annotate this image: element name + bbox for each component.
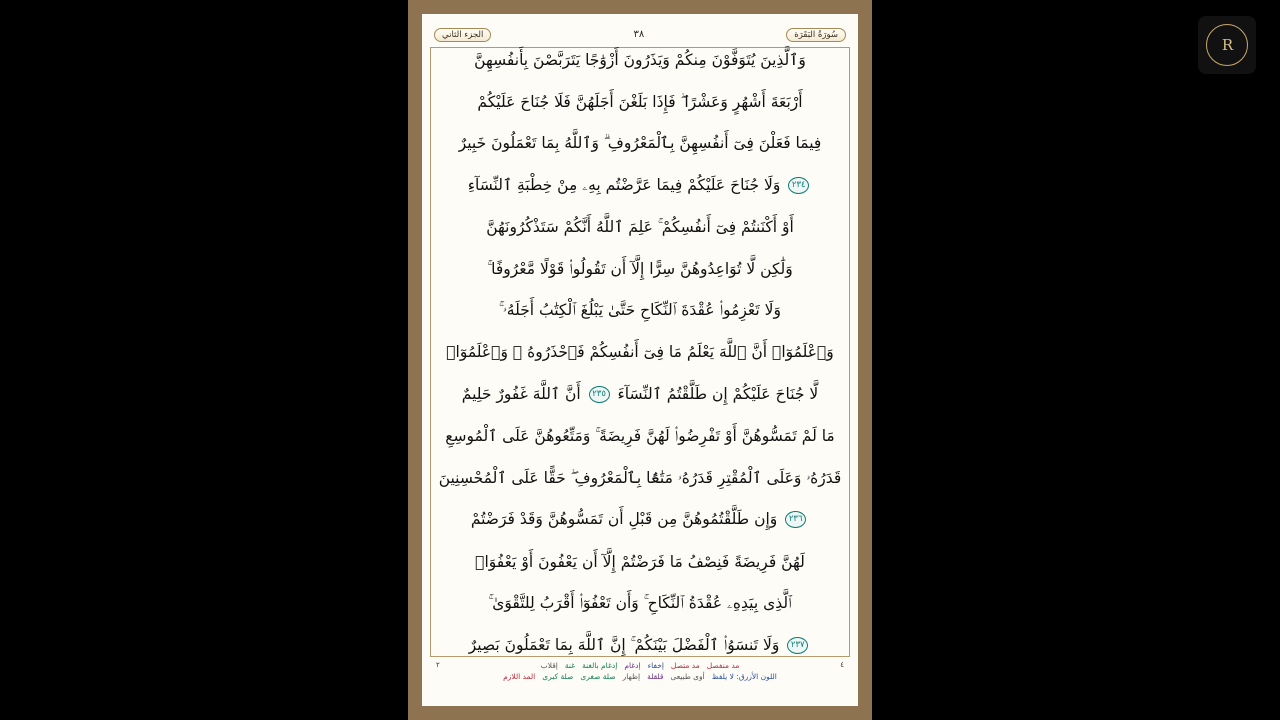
quran-line-text: وَلَا تَعْزِمُوا۟ عُقْدَةَ ٱلنِّكَاحِ حَتَّىٰ يَبْلُغَ ٱلْكِتَٰبُ أَجَلَهُۥ ۚ xyxy=(499,301,781,320)
legend-item: أوى طبيعى xyxy=(670,672,705,682)
tajweed-legend-row-2 xyxy=(436,671,844,682)
legend-item: مد منفصل xyxy=(706,661,740,670)
legend-item: إدغام بالغنة xyxy=(582,661,618,670)
quran-line xyxy=(434,135,846,151)
quran-line-text: وَٱلَّذِينَ يُتَوَفَّوْنَ مِنكُمْ وَيَذَرُونَ أَزْوَٰجًا يَتَرَبَّصْنَ بِأَنفُسِهِنَّ xyxy=(474,51,806,69)
quran-line xyxy=(434,595,846,611)
footer-mark-right: ٤ xyxy=(840,661,844,669)
surah-name-cartouche: سُورَةُ البَقَرَة xyxy=(786,28,846,42)
quran-line-text: ٱلَّذِى بِيَدِهِۦ عُقْدَةُ ٱلنِّكَاحِ ۚ وَأَن تَعْفُوٓا۟ أَقْرَبُ لِلتَّقْوَىٰ ۚ xyxy=(488,594,792,613)
quran-line-text: وَلَا جُنَاحَ عَلَيْكُمْ فِيمَا عَرَّضْتُم بِهِۦ مِنْ خِطْبَةِ ٱلنِّسَآءِ xyxy=(467,175,781,194)
quran-line-text: قَدَرُهُۥ وَعَلَى ٱلْمُقْتِرِ قَدَرُهُۥ مَتَٰعًۢا بِٱلْمَعْرُوفِ ۖ حَقًّا عَلَى ٱلْمُحْسِنِينَ xyxy=(438,468,842,487)
quran-line xyxy=(434,52,846,68)
quran-line xyxy=(434,344,846,360)
legend-item: صلة صغرى xyxy=(580,672,616,682)
page-header xyxy=(430,22,850,48)
ayah-number-marker: ٢٣٤ xyxy=(788,177,809,194)
legend-item: اللون الأزرق: لا يلفظ xyxy=(711,672,777,682)
quran-text-block xyxy=(434,52,846,654)
ayah-number-marker: ٢٣٦ xyxy=(785,511,806,528)
quran-line xyxy=(434,470,846,486)
legend-item: صلة كبرى xyxy=(542,672,574,682)
footer-mark-left: ٢ xyxy=(436,661,440,669)
quran-line xyxy=(434,261,846,277)
quran-line-text: أَنَّ ٱللَّهَ غَفُورٌ حَلِيمٌ xyxy=(461,384,581,403)
mushaf-page xyxy=(408,0,872,720)
quran-line xyxy=(434,219,846,235)
page-number: ٣٨ xyxy=(633,29,645,40)
quran-line xyxy=(434,302,846,318)
ayah-number-marker: ٢٣٥ xyxy=(589,386,610,403)
legend-item: إخفاء xyxy=(647,661,664,670)
quran-line-text-after: لَّا جُنَاحَ عَلَيْكُمْ إِن طَلَّقْتُمُ ٱلنِّسَآءَ xyxy=(617,384,819,403)
legend-item: إظهار xyxy=(622,672,641,682)
quran-line xyxy=(434,511,846,528)
quran-line xyxy=(434,554,846,570)
legend-item: إدغام xyxy=(624,661,641,670)
legend-item: المد اللازم xyxy=(503,672,536,682)
quran-line xyxy=(434,428,846,444)
legend-item: إقلاب xyxy=(540,661,558,670)
tajweed-legend-row-1 xyxy=(436,660,844,671)
tajweed-legend xyxy=(430,656,850,698)
quran-line-text: أَرْبَعَةَ أَشْهُرٍ وَعَشْرًا ۖ فَإِذَا بَلَغْنَ أَجَلَهُنَّ فَلَا جُنَاحَ عَلَيْكُمْ xyxy=(477,92,803,111)
channel-logo xyxy=(1198,16,1256,74)
quran-line-text: وَلَا تَنسَوُا۟ ٱلْفَضْلَ بَيْنَكُمْ ۚ إِنَّ ٱللَّهَ بِمَا تَعْمَلُونَ بَصِيرٌ xyxy=(468,635,780,654)
quran-line-text: لَهُنَّ فَرِيضَةً فَنِصْفُ مَا فَرَضْتُمْ إِلَّآ أَن يَعْفُونَ أَوْ يَعْفُوَا۟ xyxy=(475,552,805,571)
quran-line-text: أَوْ أَكْنَنتُمْ فِىٓ أَنفُسِكُمْ ۚ عَلِمَ ٱللَّهُ أَنَّكُمْ سَتَذْكُرُونَهُنَّ xyxy=(486,218,794,237)
quran-line-text: وَإِن طَلَّقْتُمُوهُنَّ مِن قَبْلِ أَن تَمَسُّوهُنَّ وَقَدْ فَرَضْتُمْ xyxy=(470,510,778,529)
legend-item: قلقلة xyxy=(647,672,664,682)
letterbox-right xyxy=(872,0,1280,720)
quran-line-text: مَا لَمْ تَمَسُّوهُنَّ أَوْ تَفْرِضُوا۟ لَهُنَّ فَرِيضَةً ۚ وَمَتِّعُوهُنَّ عَلَى ٱلْمُوسِعِ xyxy=(445,427,835,446)
legend-item: غنة xyxy=(564,661,576,670)
quran-line-text: وَٱعْلَمُوٓا۟ أَنَّ ٱللَّهَ يَعْلَمُ مَا فِىٓ أَنفُسِكُمْ فَٱحْذَرُوهُ ۚ وَٱعْلَمُوٓا۟ xyxy=(446,343,834,362)
quran-line xyxy=(434,637,846,654)
quran-line xyxy=(434,177,846,194)
quran-line xyxy=(434,94,846,110)
quran-line-text: وَلَٰكِن لَّا تُوَاعِدُوهُنَّ سِرًّا إِلَّآ أَن تَقُولُوا۟ قَوْلًا مَّعْرُوفًا ۚ xyxy=(487,259,793,278)
juz-cartouche: الجزء الثاني xyxy=(434,28,491,42)
quran-line-text: فِيمَا فَعَلْنَ فِىٓ أَنفُسِهِنَّ بِٱلْمَعْرُوفِ ۗ وَٱللَّهُ بِمَا تَعْمَلُونَ خَبِيرٌ xyxy=(458,134,822,153)
quran-line xyxy=(434,386,846,403)
ayah-number-marker: ٢٣٧ xyxy=(787,637,808,654)
legend-item: مد متصل xyxy=(670,661,700,670)
letterbox-left xyxy=(0,0,408,720)
logo-ring-icon: R xyxy=(1206,24,1248,66)
